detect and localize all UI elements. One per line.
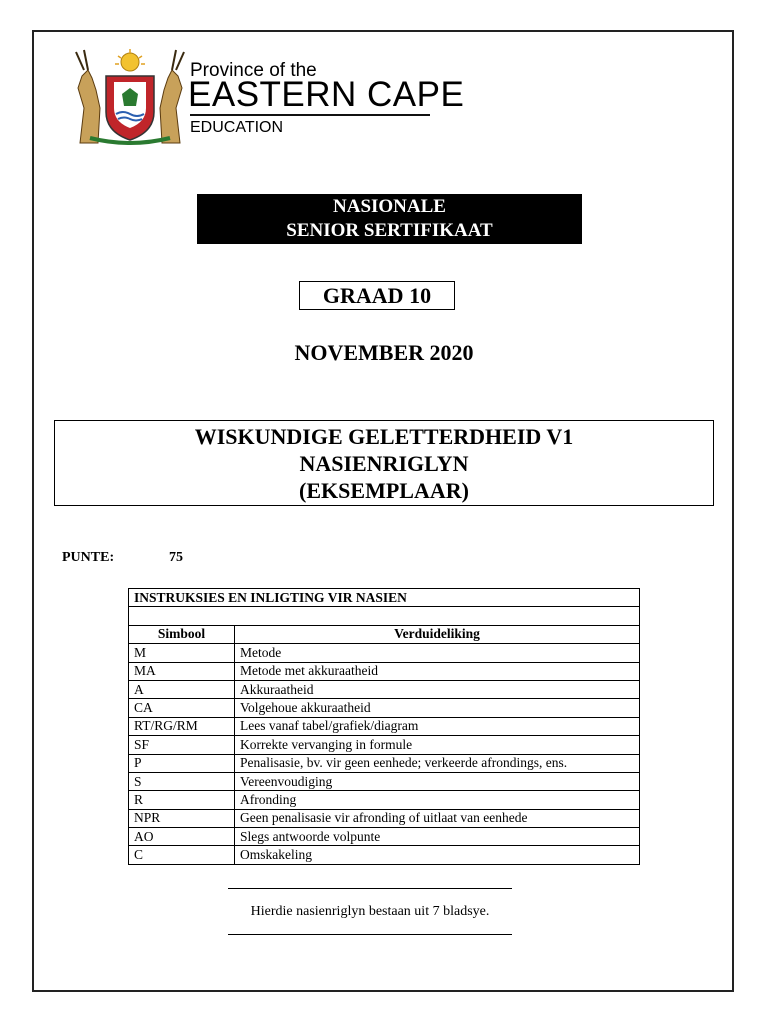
- table-row: [129, 809, 640, 827]
- marks-label: PUNTE:: [62, 550, 115, 565]
- explanation-cell: Omskakeling: [235, 846, 640, 864]
- table-row: [129, 736, 640, 754]
- table-row: [129, 772, 640, 790]
- page-count-note: Hierdie nasienriglyn bestaan uit 7 bladsye.: [250, 904, 490, 919]
- table-row: [129, 717, 640, 735]
- table-header-row: [129, 625, 640, 643]
- nss-title-box: [197, 194, 582, 244]
- right-antelope-icon: [160, 50, 184, 143]
- explanation-cell: Korrekte vervanging in formule: [235, 736, 640, 754]
- explanation-cell: Afronding: [235, 791, 640, 809]
- marks-value: 75: [169, 550, 183, 565]
- table-row: [129, 791, 640, 809]
- symbol-cell: SF: [129, 736, 235, 754]
- grade-box: GRAAD 10: [299, 281, 455, 310]
- logo-eastern-cape-text: EASTERN CAPE: [188, 75, 465, 114]
- symbol-cell: C: [129, 846, 235, 864]
- table-spacer-row: [129, 607, 640, 625]
- explanation-cell: Metode met akkuraatheid: [235, 662, 640, 680]
- table-row: [129, 699, 640, 717]
- explanation-cell: Slegs antwoorde volpunte: [235, 828, 640, 846]
- exam-date: NOVEMBER 2020: [294, 340, 474, 365]
- nss-line-1: NASIONALE: [333, 196, 446, 217]
- explanation-cell: Akkuraatheid: [235, 680, 640, 698]
- subject-variant: (EKSEMPLAAR): [299, 478, 469, 503]
- table-row: [129, 680, 640, 698]
- table-row: [129, 644, 640, 662]
- left-antelope-icon: [76, 50, 100, 143]
- logo-education-text: EDUCATION: [190, 119, 284, 136]
- explanation-cell: Penalisasie, bv. vir geen eenhede; verkeerde afrondings, ens.: [235, 754, 640, 772]
- subject-title: WISKUNDIGE GELETTERDHEID V1: [194, 424, 574, 449]
- table-title: INSTRUKSIES EN INLIGTING VIR NASIEN: [129, 589, 640, 607]
- footer-top-rule: [228, 888, 512, 889]
- subject-box: [54, 420, 714, 506]
- explanation-cell: Volgehoue akkuraatheid: [235, 699, 640, 717]
- explanation-cell: Geen penalisasie vir afronding of uitlaat van eenhede: [235, 809, 640, 827]
- column-header-explanation: Verduideliking: [235, 625, 640, 643]
- symbol-cell: RT/RG/RM: [129, 717, 235, 735]
- symbol-cell: AO: [129, 828, 235, 846]
- table-row: [129, 846, 640, 864]
- table-row: [129, 754, 640, 772]
- symbol-cell: NPR: [129, 809, 235, 827]
- symbol-cell: MA: [129, 662, 235, 680]
- explanation-cell: Metode: [235, 644, 640, 662]
- column-header-symbol: Simbool: [129, 625, 235, 643]
- symbol-cell: R: [129, 791, 235, 809]
- explanation-cell: Lees vanaf tabel/grafiek/diagram: [235, 717, 640, 735]
- symbol-cell: CA: [129, 699, 235, 717]
- symbol-cell: P: [129, 754, 235, 772]
- symbol-cell: A: [129, 680, 235, 698]
- nss-line-2: SENIOR SERTIFIKAAT: [286, 220, 493, 241]
- table-spacer-cell: [129, 607, 640, 625]
- symbol-cell: M: [129, 644, 235, 662]
- logo-province-text: Province of the: [190, 60, 317, 81]
- logo-divider: [190, 114, 430, 116]
- footer-bottom-rule: [228, 934, 512, 935]
- subject-subtitle: NASIENRIGLYN: [299, 451, 469, 476]
- marking-instructions-table: [128, 588, 640, 865]
- table-title-row: [129, 589, 640, 607]
- table-row: [129, 828, 640, 846]
- symbol-cell: S: [129, 772, 235, 790]
- table-row: [129, 662, 640, 680]
- explanation-cell: Vereenvoudiging: [235, 772, 640, 790]
